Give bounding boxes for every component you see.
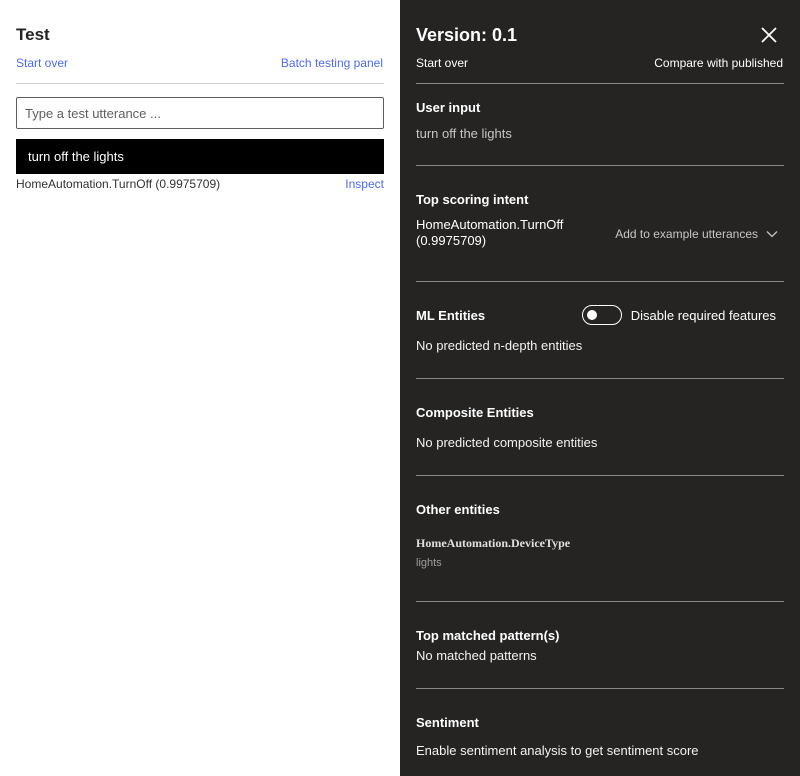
add-to-example-label: Add to example utterances xyxy=(615,227,758,241)
inspect-start-over-link[interactable]: Start over xyxy=(416,56,469,70)
entity-name: HomeAutomation.DeviceType xyxy=(416,536,571,550)
disable-required-features-toggle[interactable] xyxy=(582,305,776,325)
top-intent-name: HomeAutomation.TurnOff xyxy=(416,217,564,232)
batch-testing-link[interactable]: Batch testing panel xyxy=(280,56,383,70)
divider xyxy=(416,601,784,602)
ml-entities-heading: ML Entities xyxy=(416,308,486,323)
divider xyxy=(416,688,784,689)
other-entities-heading: Other entities xyxy=(416,502,500,517)
divider xyxy=(416,378,784,379)
matched-patterns-value: No matched patterns xyxy=(416,648,537,663)
sentiment-value: Enable sentiment analysis to get sentiment score xyxy=(416,743,699,758)
close-icon[interactable] xyxy=(760,26,778,44)
matched-patterns-heading: Top matched pattern(s) xyxy=(416,628,560,643)
test-panel-title: Test xyxy=(16,25,50,44)
tested-utterance[interactable]: turn off the lights xyxy=(16,139,384,174)
toggle-knob xyxy=(587,310,597,320)
version-title: Version: 0.1 xyxy=(416,25,518,45)
divider xyxy=(416,281,784,282)
toggle-switch[interactable] xyxy=(582,305,622,325)
top-intent-score: (0.9975709) xyxy=(416,233,487,248)
user-input-value: turn off the lights xyxy=(416,126,512,141)
entity-value: lights xyxy=(416,557,442,569)
divider xyxy=(416,83,784,84)
user-input-heading: User input xyxy=(416,100,481,115)
divider xyxy=(16,83,384,84)
ml-entities-value: No predicted n-depth entities xyxy=(416,338,583,353)
divider xyxy=(416,165,784,166)
add-to-example-utterances-dropdown[interactable] xyxy=(615,227,778,241)
top-intent-heading: Top scoring intent xyxy=(416,192,529,207)
composite-entities-heading: Composite Entities xyxy=(416,405,534,420)
chevron-down-icon xyxy=(766,230,778,238)
utterance-input[interactable] xyxy=(17,98,383,128)
start-over-link[interactable]: Start over xyxy=(16,56,69,70)
sentiment-heading: Sentiment xyxy=(416,715,479,730)
utterance-input-box[interactable] xyxy=(16,97,384,129)
divider xyxy=(416,475,784,476)
composite-entities-value: No predicted composite entities xyxy=(416,435,598,450)
predicted-intent: HomeAutomation.TurnOff (0.9975709) xyxy=(16,177,221,191)
inspect-link[interactable]: Inspect xyxy=(345,177,384,191)
top-intent-value xyxy=(416,217,596,249)
compare-published-link[interactable]: Compare with published xyxy=(654,56,783,70)
toggle-label: Disable required features xyxy=(630,307,776,323)
inspect-panel xyxy=(400,0,800,776)
